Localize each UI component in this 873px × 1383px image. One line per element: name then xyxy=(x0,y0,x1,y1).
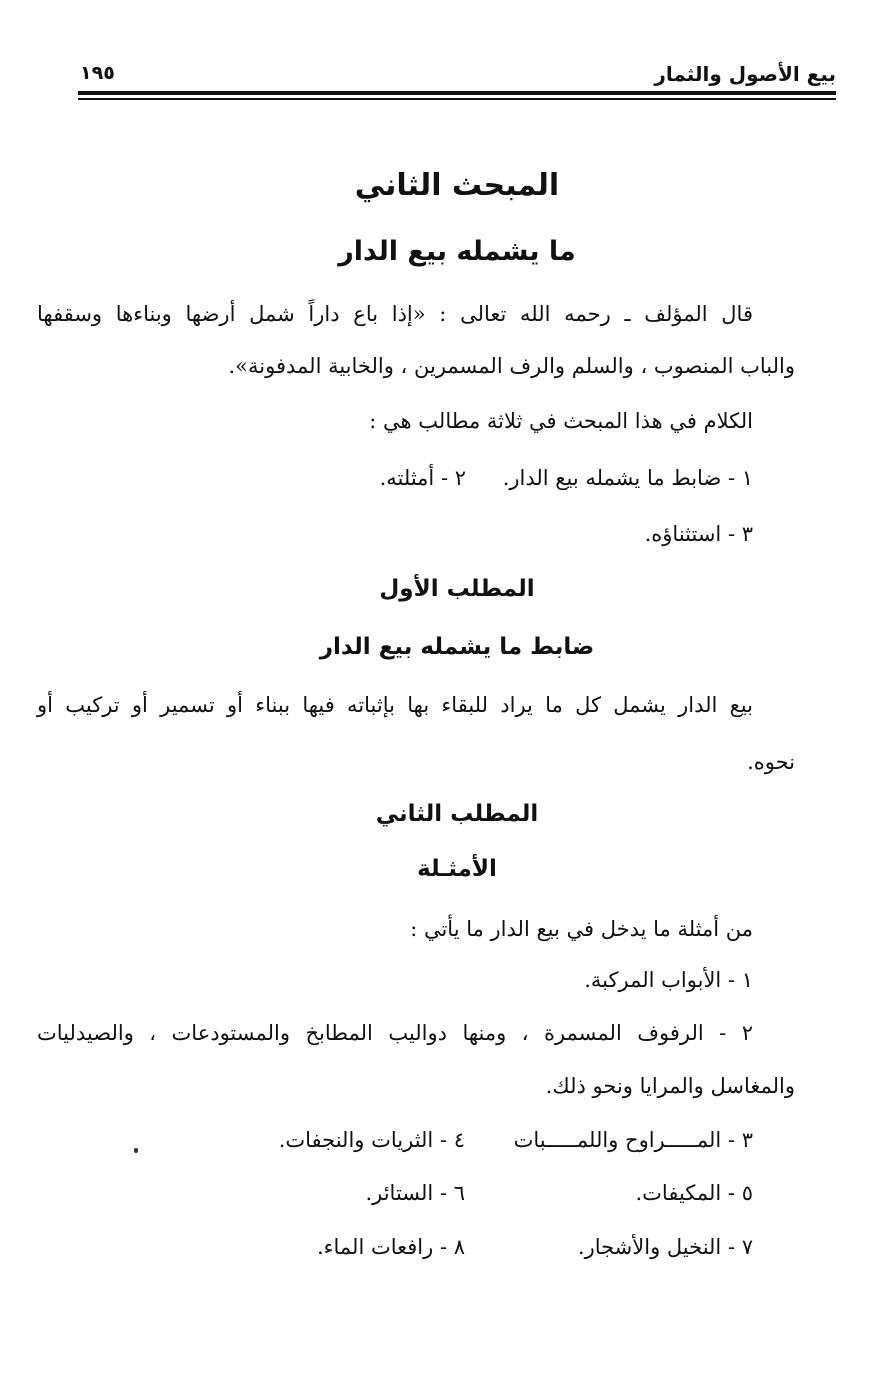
example-5: ٥ - المكيفات. xyxy=(635,1181,753,1205)
header-rule-thick xyxy=(78,91,836,95)
topic-2: ٢ - أمثلته. xyxy=(379,466,466,490)
section-subtitle: ما يشمله بيع الدار xyxy=(338,236,576,267)
example-2-line-1: ٢ - الرفوف المسمرة ، ومنها دواليب المطابخ والمستودعات ، والصيدليات xyxy=(37,1021,753,1045)
example-1: ١ - الأبواب المركبة. xyxy=(584,968,753,992)
first-part-line-1: بيع الدار يشمل كل ما يراد للبقاء بها بإثباته فيها ببناء أو تسمير أو تركيب أو xyxy=(37,693,753,717)
second-part-title: المطلب الثاني xyxy=(375,801,539,827)
example-2-line-2: والمغاسل والمرايا ونحو ذلك. xyxy=(545,1074,795,1098)
first-part-subtitle: ضابط ما يشمله بيع الدار xyxy=(319,634,595,660)
first-part-line-2: نحوه. xyxy=(747,750,795,774)
example-7: ٧ - النخيل والأشجار. xyxy=(577,1235,753,1259)
example-6: ٦ - الستائر. xyxy=(365,1181,465,1205)
example-8: ٨ - رافعات الماء. xyxy=(316,1235,465,1259)
second-part-intro: من أمثلة ما يدخل في بيع الدار ما يأتي : xyxy=(410,917,753,941)
section-title: المبحث الثاني xyxy=(354,168,560,203)
topic-1: ١ - ضابط ما يشمله بيع الدار. xyxy=(502,466,753,490)
first-part-title: المطلب الأول xyxy=(379,576,535,602)
second-part-subtitle: الأمثـلة xyxy=(417,856,497,882)
running-title: بيع الأصول والثمار xyxy=(654,62,836,86)
header-rule-thin xyxy=(78,98,836,100)
intro-line-2: والباب المنصوب ، والسلم والرف المسمرين ، والخابية المدفونة». xyxy=(228,354,795,378)
example-3: ٣ - المـــــراوح واللمـــــبات xyxy=(513,1128,753,1152)
overview-text: الكلام في هذا المبحث في ثلاثة مطالب هي : xyxy=(369,409,753,433)
intro-line-1: قال المؤلف ـ رحمه الله تعالى : «إذا باع داراً شمل أرضها وبناءها وسقفها xyxy=(37,302,753,326)
print-speck xyxy=(134,1148,138,1153)
topic-3: ٣ - استثناؤه. xyxy=(644,522,753,546)
example-4: ٤ - الثريات والنجفات. xyxy=(278,1128,465,1152)
page-number: ١٩٥ xyxy=(80,62,115,84)
